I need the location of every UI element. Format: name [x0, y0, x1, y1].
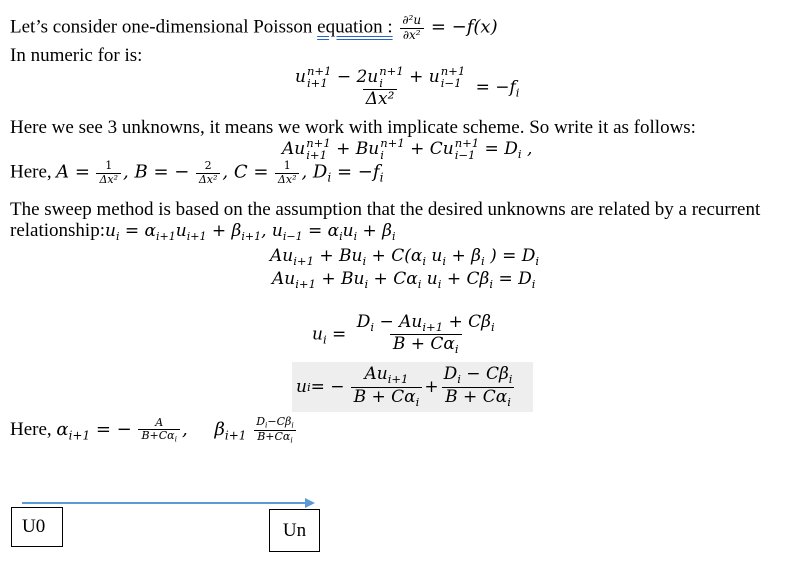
intro-text: Let’s consider one-dimensional Poisson	[10, 16, 318, 38]
discrete-fraction: u n+1 i+1 − 2u n+1 i + u n+1 i−1 Δx²	[295, 64, 466, 110]
start-node-box	[11, 507, 63, 547]
poisson-rhs: = −f(x)	[430, 16, 498, 38]
alpha-beta-line: Here, $\alpha_{i+1}$ = − $\frac{A}{B+C\alpha_i}$ , $\beta_{i+1}$ $\frac{D_i-C\beta_i}{B+C\alpha_i}$	[10, 415, 294, 445]
split-ui-equation: u i = − $\frac{Au_{i+1}}{B + C\alpha_i}$ + $\frac{D_i - C\beta_i}{B + C\alpha_i}$	[292, 362, 533, 412]
sweep-arrow-line	[22, 502, 306, 504]
poisson-fraction: $\frac{\text{∂²u}}{\text{∂x²}}$	[399, 14, 424, 43]
end-node-box	[269, 509, 320, 552]
numeric-line: In numeric for is:	[10, 45, 143, 66]
substituted-equation: $Au_{i+1} + Bu_i + C(\alpha_i$ $u_i + \beta_i$ ) = $D_i$	[270, 246, 540, 269]
end-node-label: Un	[282, 519, 307, 541]
start-node-label: U0	[22, 516, 46, 537]
implicit-equation: Au n+1 i+1 + Bu n+1 i + Cu n+1 i−1 = $D_i$ ,	[282, 136, 533, 162]
sweep-arrow-head-icon	[305, 498, 315, 508]
intro-line	[10, 14, 498, 43]
discrete-equation: u n+1 i+1 − 2u n+1 i + u n+1 i−1 Δx² = $-f_i$	[290, 66, 520, 110]
implicit-scheme-line: Here we see 3 unknowns, it means we work with implicate scheme. So write it as follows:	[10, 117, 696, 138]
solved-ui-equation: $u_i$ = $\frac{D_i - Au_{i+1} + C\beta_i}{B + C\alpha_i}$	[312, 312, 495, 357]
expanded-equation: $Au_{i+1} + Bu_i + C\alpha_i$ $u_i + C\beta_i = D_i$	[272, 269, 536, 292]
recurrent-relationship-line: $relationship:u_i = \alpha_{i+1}u_{i+1} + \beta_{i+1}$, $u_{i-1} = \alpha_iu_i + \beta_i$	[10, 220, 396, 243]
equation-link-word[interactable]: equation :	[317, 16, 393, 38]
coefficients-line: Here, A = $\frac{1}{\text{Δx²}}$ , B = − $\frac{2}{\text{Δx²}}$ , C = $\frac{1}{\text{Δx²}}$ , $D_i = -f_i$	[10, 159, 384, 186]
sweep-method-line: The sweep method is based on the assumption that the desired unknowns are related by a recurrent	[10, 199, 761, 220]
